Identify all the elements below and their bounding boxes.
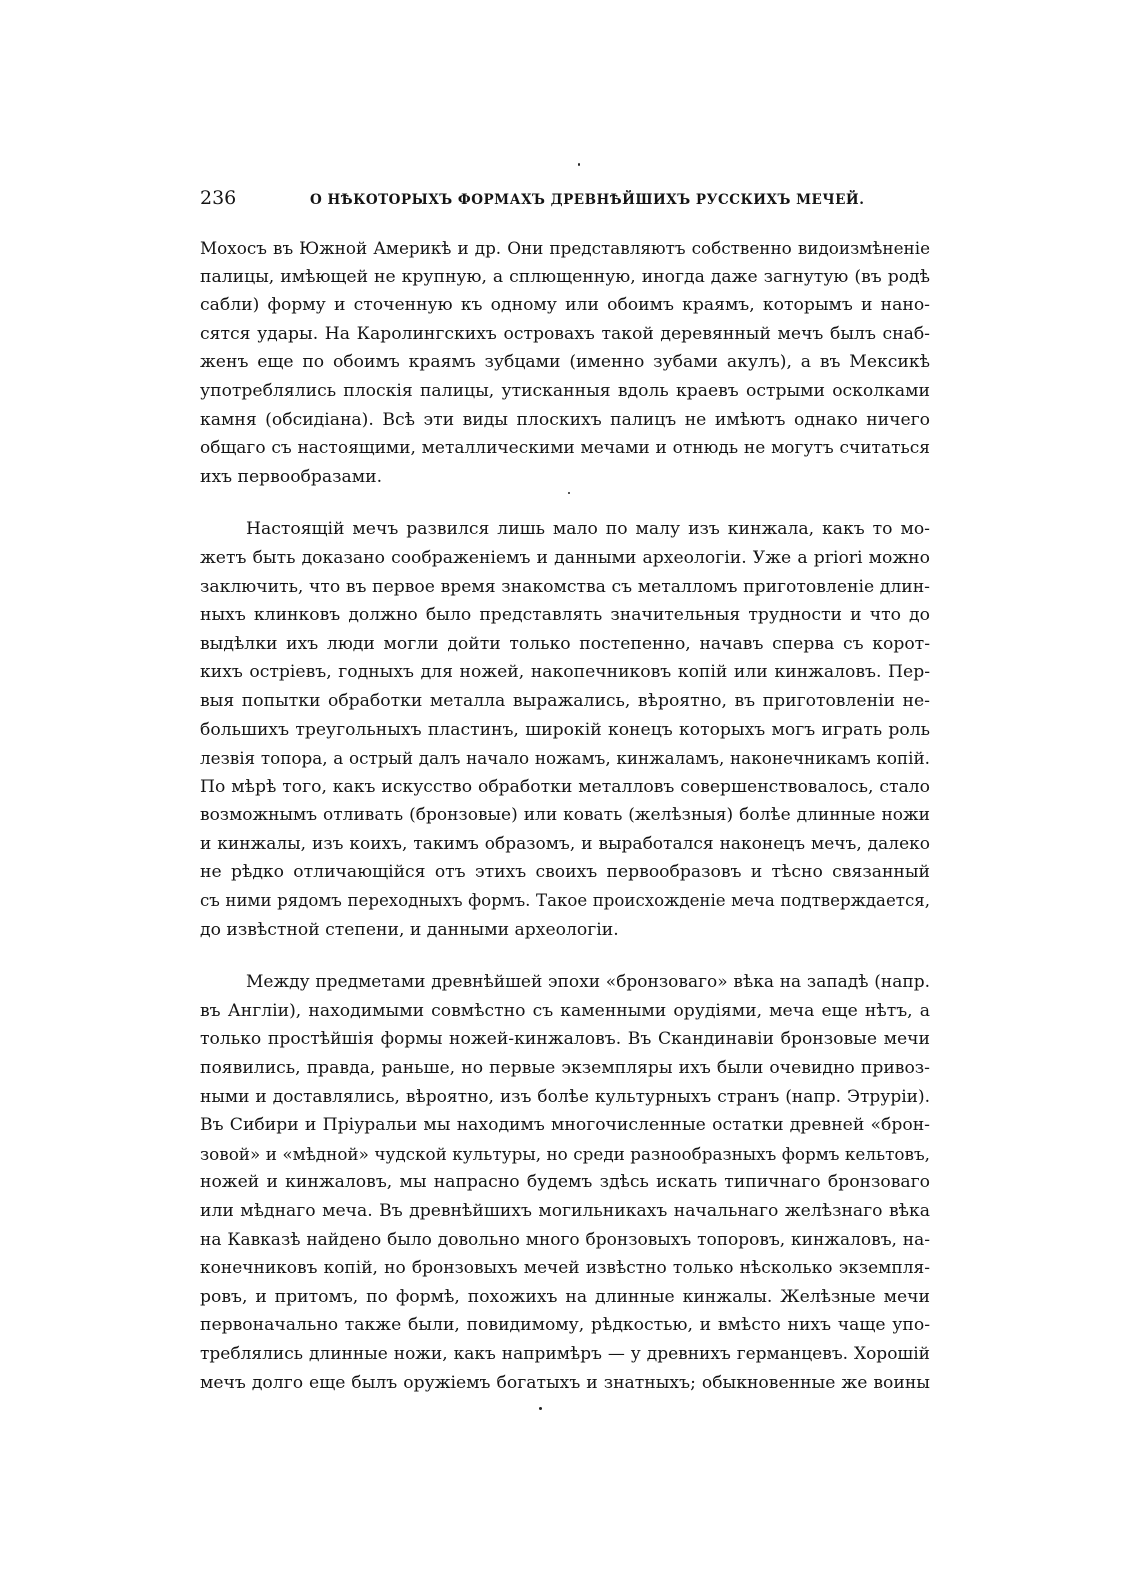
text-line: Мохосъ въ Южной Америкѣ и др. Они представляютъ собственно видоизмѣненіе	[200, 238, 930, 258]
text-line: кихъ остріевъ, годныхъ для ножей, накопечниковъ копій или кинжаловъ. Пер-	[200, 662, 930, 683]
page-number: 236	[200, 187, 237, 209]
text-line: камня (обсидіана). Всѣ эти виды плоскихъ палицъ не имѣютъ однако ничего	[200, 409, 930, 430]
page-header	[200, 186, 930, 210]
text-line: выдѣлки ихъ люди могли дойти только постепенно, начавъ сперва съ корот-	[200, 633, 930, 654]
text-line: употреблялись плоскія палицы, утисканныя вдоль краевъ острыми осколками	[200, 380, 930, 401]
running-title: О НѢКОТОРЫХЪ ФОРМАХЪ ДРЕВНѢЙШИХЪ РУССКИХЪ МЕЧЕЙ.	[310, 192, 865, 208]
text-line: Настоящій мечъ развился лишь мало по малу изъ кинжала, какъ то мо-	[246, 519, 930, 540]
text-line: заключить, что въ первое время знакомства съ металломъ приготовленіе длин-	[200, 576, 930, 597]
text-line: лезвія топора, а острый далъ начало ножамъ, кинжаламъ, наконечникамъ копій.	[200, 748, 930, 769]
text-line: палицы, имѣющей не крупную, а сплющенную, иногда даже загнутую (въ родѣ	[200, 266, 930, 287]
scan-speck	[568, 492, 570, 494]
text-line: сятся удары. На Каролингскихъ островахъ такой деревянный мечъ былъ снаб-	[200, 323, 930, 344]
text-line: Между предметами древнѣйшей эпохи «бронзоваго» вѣка на западѣ (напр.	[246, 972, 930, 993]
paragraph-1	[200, 234, 930, 491]
text-line: ихъ первообразами.	[200, 466, 383, 487]
text-line: выя попытки обработки металла выражались, вѣроятно, въ приготовленіи не-	[200, 690, 930, 711]
text-line: или мѣднаго меча. Въ древнѣйшихъ могильникахъ начальнаго желѣзнаго вѣка	[200, 1201, 930, 1221]
text-line: Въ Сибири и Пріуральи мы находимъ многочисленные остатки древней «брон-	[200, 1115, 930, 1136]
body-text	[200, 234, 930, 1397]
text-line: конечниковъ копій, но бронзовыхъ мечей извѣстно только нѣсколько экземпля-	[200, 1258, 930, 1279]
text-line: первоначально также были, повидимому, рѣдкостью, и вмѣсто нихъ чаще упо-	[200, 1315, 930, 1336]
text-line: женъ еще по обоимъ краямъ зубцами (именно зубами акулъ), а въ Мексикѣ	[200, 352, 930, 373]
text-line: не рѣдко отличающійся отъ этихъ своихъ первообразовъ и тѣсно связанный	[200, 862, 930, 883]
text-line: ровъ, и притомъ, по формѣ, похожихъ на длинные кинжалы. Желѣзные мечи	[200, 1286, 930, 1307]
text-line: только простѣйшія формы ножей-кинжаловъ. Въ Скандинавіи бронзовые мечи	[200, 1029, 930, 1050]
text-line: появились, правда, раньше, но первые экземпляры ихъ были очевидно привоз-	[200, 1058, 930, 1079]
text-line: жетъ быть доказано соображеніемъ и данными археологіи. Уже a priori можно	[200, 547, 930, 568]
text-line: треблялись длинные ножи, какъ напримѣръ — у древнихъ германцевъ. Хорошій	[200, 1343, 930, 1364]
text-line: на Кавказѣ найдено было довольно много бронзовыхъ топоровъ, кинжаловъ, на-	[200, 1229, 930, 1250]
text-line: ными и доставлялись, вѣроятно, изъ болѣе культурныхъ странъ (напр. Этруріи).	[200, 1086, 930, 1107]
text-line: мечъ долго еще былъ оружіемъ богатыхъ и знатныхъ; обыкновенные же воины	[200, 1372, 930, 1393]
text-line: сабли) форму и сточенную къ одному или обоимъ краямъ, которымъ и нано-	[200, 295, 930, 316]
text-line: и кинжалы, изъ коихъ, такимъ образомъ, и выработался наконецъ мечъ, далеко	[200, 833, 930, 854]
text-line: ныхъ клинковъ должно было представлять значительныя трудности и что до	[200, 605, 930, 626]
text-line: общаго съ настоящими, металлическими мечами и отнюдь не могутъ считаться	[200, 438, 930, 459]
scan-speck	[578, 163, 580, 166]
text-line: въ Англіи), находимыми совмѣстно съ каменными орудіями, меча еще нѣтъ, а	[200, 1000, 930, 1021]
text-line: до извѣстной степени, и данными археологіи.	[200, 919, 619, 940]
text-line: возможнымъ отливать (бронзовые) или ковать (желѣзныя) болѣе длинные ножи	[200, 805, 930, 826]
text-line: съ ними рядомъ переходныхъ формъ. Такое происхожденіе меча подтверждается,	[200, 891, 930, 911]
scan-speck	[539, 1407, 542, 1410]
text-line: По мѣрѣ того, какъ искусство обработки металловъ совершенствовалось, стало	[200, 776, 930, 797]
text-line: зовой» и «мѣдной» чудской культуры, но среди разнообразныхъ формъ кельтовъ,	[200, 1143, 930, 1164]
text-line: ножей и кинжаловъ, мы напрасно будемъ здѣсь искать типичнаго бронзоваго	[200, 1172, 930, 1193]
paragraph-2	[200, 515, 930, 944]
paragraph-3	[200, 968, 930, 1397]
text-line: большихъ треугольныхъ пластинъ, широкій конецъ которыхъ могъ играть роль	[200, 719, 930, 740]
